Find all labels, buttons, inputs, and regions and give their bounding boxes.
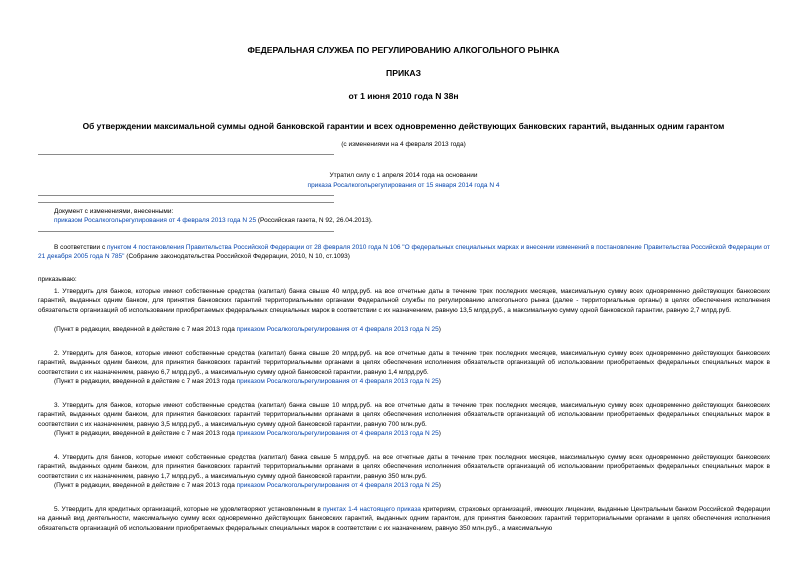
agency-name: ФЕДЕРАЛЬНАЯ СЛУЖБА ПО РЕГУЛИРОВАНИЮ АЛКОГОЛЬНОГО РЫНКА <box>247 45 560 55</box>
document-type: ПРИКАЗ <box>386 68 421 78</box>
edition-link[interactable]: приказом Росалкогольрегулирования от 4 февраля 2013 года N 25 <box>236 482 439 489</box>
expired-link[interactable]: приказа Росалкогольрегулирования от 15 января 2014 года N 4 <box>307 182 500 189</box>
amended-line: приказом Росалкогольрегулирования от 4 февраля 2013 года N 25 (Российская газета, N 92, 26.04.2013). <box>54 217 373 224</box>
edition-note-4: (Пункт в редакции, введенной в действие с 7 мая 2013 года приказом Росалкогольрегулирования от 4 февраля 2013 года N 25) <box>54 482 441 489</box>
preamble: В соответствии с пунктом 4 постановления Правительства Российской Федерации от 28 февраля 2010 года N 106 "О федеральных специальных марках и внесении изменений в постановление Правительства Российской Федерации от 21 декабря 2005 года N 785" (Собрание законодательства Российской Федерации, 2010, N 10, ст.1093) <box>38 244 770 261</box>
divider <box>38 231 334 232</box>
edition-note-2: (Пункт в редакции, введенной в действие с 7 мая 2013 года приказом Росалкогольрегулирования от 4 февраля 2013 года N 25) <box>54 378 441 385</box>
order-item-2: 2. Утвердить для банков, которые имеют собственные средства (капитал) банка свыше 20 млрд.руб. на все отчетные даты в течение трех последних месяцев, максимальную сумму всех одновременно действующих банковских гарантий, выданных одним банком, для принятия банковских гарантий территориальными органами в целях обеспечения исполнения обязательств организаций об использовании приобретаемых федеральных специальных марок в соответствии с их назначением, равную 6,7 млрд.руб., а максимальную сумму одной банковской гарантии, равную 1,4 млрд.руб. <box>38 350 770 376</box>
order-item-3: 3. Утвердить для банков, которые имеют собственные средства (капитал) банка свыше 10 млрд.руб. на все отчетные даты в течение трех последних месяцев, максимальную сумму всех одновременно действующих банковских гарантий, выданных одним банком, для принятия банковских гарантий территориальными органами в целях обеспечения исполнения обязательств организаций об использовании приобретаемых федеральных специальных марок в соответствии с их назначением, равную 3,5 млрд.руб., а максимальную сумму одной банковской гарантии, равную 700 млн.руб. <box>38 402 770 428</box>
document-date: от 1 июня 2010 года N 38н <box>348 91 459 101</box>
edition-note-1: (Пункт в редакции, введенной в действие с 7 мая 2013 года приказом Росалкогольрегулирования от 4 февраля 2013 года N 25) <box>54 326 441 333</box>
items-1-4-link[interactable]: пунктах 1-4 настоящего приказа <box>322 506 421 513</box>
decree-link[interactable]: пунктом 4 постановления Правительства Российской Федерации от 28 февраля 2010 года N 106 "О федеральных специальных марках и внесении изменений в постановление Правительства Российской Федерации от 21 декабря 2005 года N 785" <box>38 244 770 261</box>
divider <box>38 195 334 196</box>
order-item-5: 5. Утвердить для кредитных организаций, которые не удовлетворяют установленным в пунктах 1-4 настоящего приказа критериям, страховых организаций, имеющих лицензии, выданные Центральным банком Российской Федерации на данный вид деятельности, максимальную сумму всех одновременно действующих банковских гарантий, выданных одним гарантом, для принятия банковских гарантий территориальными органами в целях обеспечения исполнения обязательств организаций об использовании приобретаемых федеральных специальных марок в соответствии с их назначением, равную 350 млн.руб., а максимальную <box>38 506 770 532</box>
edition-link[interactable]: приказом Росалкогольрегулирования от 4 февраля 2013 года N 25 <box>236 430 439 437</box>
order-word: приказываю: <box>38 276 77 283</box>
amended-link[interactable]: приказом Росалкогольрегулирования от 4 февраля 2013 года N 25 <box>54 217 257 224</box>
edition-note-3: (Пункт в редакции, введенной в действие с 7 мая 2013 года приказом Росалкогольрегулирования от 4 февраля 2013 года N 25) <box>54 430 441 437</box>
amended-label: Документ с изменениями, внесенными: <box>54 208 174 215</box>
changes-note: (с изменениями на 4 февраля 2013 года) <box>341 141 466 148</box>
divider <box>38 154 334 155</box>
edition-link[interactable]: приказом Росалкогольрегулирования от 4 февраля 2013 года N 25 <box>236 326 439 333</box>
edition-link[interactable]: приказом Росалкогольрегулирования от 4 февраля 2013 года N 25 <box>236 378 439 385</box>
order-item-1: 1. Утвердить для банков, которые имеют собственные средства (капитал) банка свыше 40 млрд.руб. на все отчетные даты в течение трех последних месяцев, максимальную сумму всех одновременно действующих банковских гарантий, выданных одним банком, для принятия банковских гарантий территориальными органами Федеральной службы по регулированию алкогольного рынка (далее - территориальные органы) в целях обеспечения исполнения обязательств организаций об использовании приобретаемых федеральных специальных марок в соответствии с их назначением, равную 13,5 млрд.руб., а максимальную сумму одной банковской гарантии, равную 2,7 млрд.руб. <box>38 288 770 314</box>
order-item-4: 4. Утвердить для банков, которые имеют собственные средства (капитал) банка свыше 5 млрд.руб. на все отчетные даты в течение трех последних месяцев, максимальную сумму всех одновременно действующих банковских гарантий, выданных одним банком, для принятия банковских гарантий территориальными органами в целях обеспечения исполнения обязательств организаций об использовании приобретаемых федеральных специальных марок в соответствии с их назначением, равную 1,7 млрд.руб., а максимальную сумму одной банковской гарантии, равную 350 млн.руб. <box>38 454 770 480</box>
expired-note: Утратил силу с 1 апреля 2014 года на основании <box>329 172 478 179</box>
document-title: Об утверждении максимальной суммы одной банковской гарантии и всех одновременно действующих банковских гарантий, выданных одним гарантом <box>82 121 725 131</box>
divider <box>38 202 334 203</box>
